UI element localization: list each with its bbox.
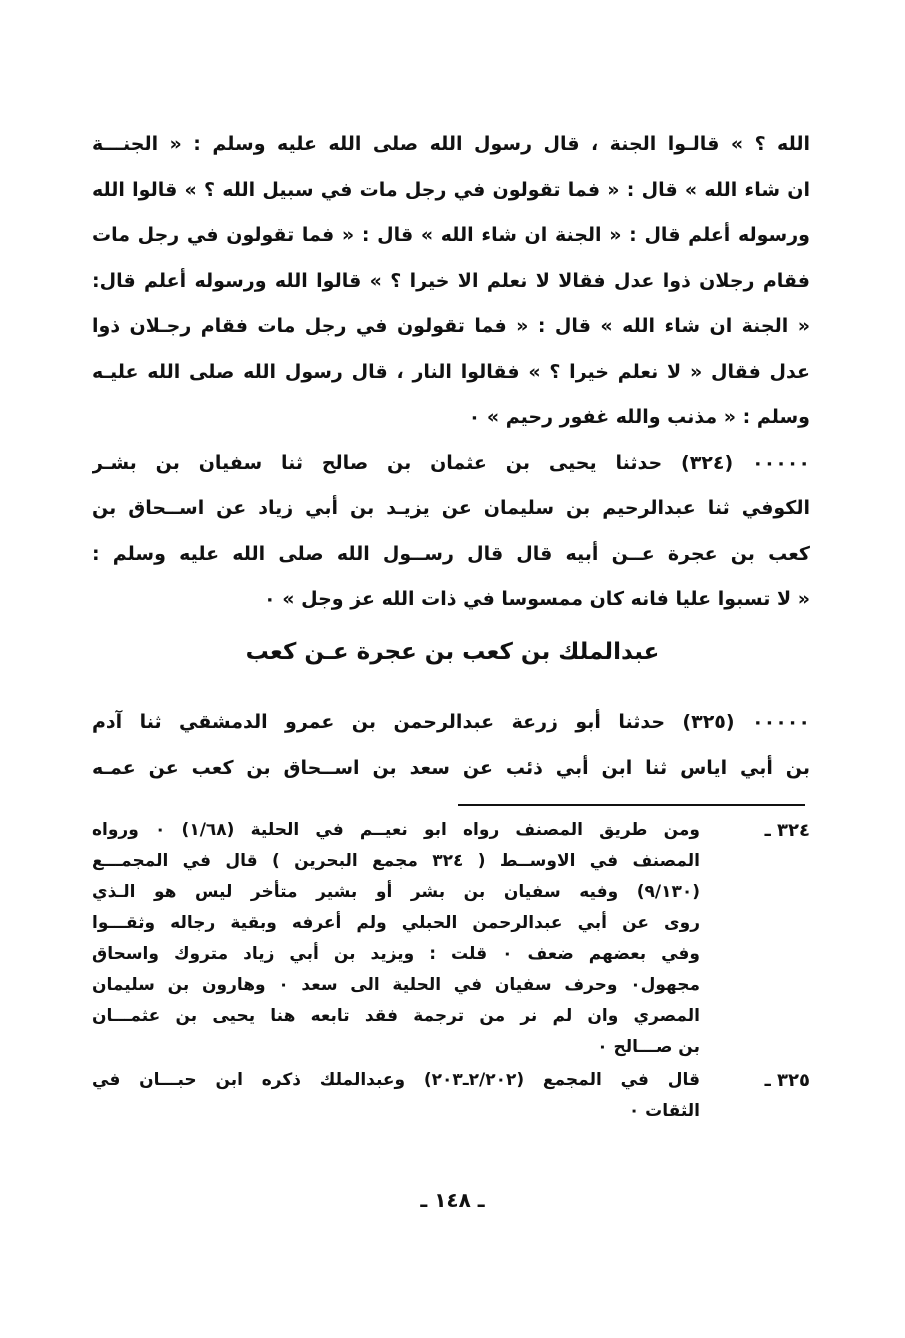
footnote-line: ومن طريق المصنف رواه ابو نعيــم في الحلية (١/٦٨) ٠ ورواه [92,820,700,840]
footnote-line: مجهول٠ وحرف سفيان في الحلية الى سعد ٠ وهارون بن سليمان [92,975,700,995]
main-text-block-2 [92,700,810,791]
text-line: الكوفي ثنا عبدالرحيم بن سليمان عن يزيـد بن أبي زياد عن اســحاق بن [92,497,810,519]
text-line: « الجنة ان شاء الله » قال : « فما تقولون في رجل مات فقام رجـلان ذوا [92,315,810,337]
hadith-325-line: ٠٠٠٠٠ (٣٢٥) حدثنا أبو زرعة عبدالرحمن بن عمرو الدمشقي ثنا آدم [92,711,810,733]
footnote-line: المصنف في الاوســط ( ٣٢٤ مجمع البحرين ) قال في المجمـــع [92,851,700,871]
footnote-line: بن صـــالح ٠ [597,1037,700,1057]
footnote-line: (٩/١٣٠) وفيه سفيان بن بشر أو بشير متأخر ليس هو الـذي [92,882,700,902]
footnote-325 [92,1065,810,1127]
footnote-number: ٣٢٥ ـ [764,1070,810,1091]
footnote-line: المصري وان لم نر من ترجمة فقد تابعه هنا يحيى بن عثمـــان [92,1006,700,1026]
text-line: فقام رجلان ذوا عدل فقالا لا نعلم الا خيرا ؟ » قالوا الله ورسوله أعلم قال: [92,269,810,292]
footnote-line: وفي بعضهم ضعف ٠ قلت : ويزيد بن أبي زياد متروك واسحاق [92,944,700,964]
text-line: ورسوله أعلم قال : « الجنة ان شاء الله » قال : « فما تقولون في رجل مات [92,224,810,246]
page-number: ـ ١٤٨ ـ [420,1188,485,1212]
text-line: كعب بن عجرة عــن أبيه قال قال رســول الله صلى الله عليه وسلم : [92,542,810,565]
text-line: عدل فقال « لا نعلم خيرا ؟ » فقالوا النار ، قال رسول الله صلى الله عليـه [92,360,810,383]
main-text-block [92,122,810,623]
text-line: ان شاء الله » قال : « فما تقولون في رجل مات في سبيل الله ؟ » قالوا الله [92,178,810,201]
footnote-number: ٣٢٤ ـ [764,820,810,841]
text-line: « لا تسبوا عليا فانه كان ممسوسا في ذات الله عز وجل » ٠ [264,588,810,610]
section-heading: عبدالملك بن كعب بن عجرة عـن كعب [245,639,660,665]
footnotes-block [92,815,810,1129]
footnote-line: الثقات ٠ [628,1101,700,1121]
text-line: بن أبي اياس ثنا ابن أبي ذئب عن سعد بن اســحاق بن كعب عن عمـه [92,756,810,779]
text-line: الله ؟ » قالـوا الجنة ، قال رسول الله صلى الله عليه وسلم : « الجنـــة [92,133,810,155]
footnote-line: روى عن أبي عبدالرحمن الحبلي ولم أعرفه وبقية رجاله وثقـــوا [92,913,700,933]
hadith-324-line: ٠٠٠٠٠ (٣٢٤) حدثنا يحيى بن عثمان بن صالح ثنا سفيان بن بشـر [92,451,810,474]
footnote-324 [92,815,810,1063]
footnote-divider [458,804,805,806]
footnote-line: قال في المجمع (٢/٢٠٢ـ٢٠٣) وعبدالملك ذكره ابن حبـــان في [92,1070,700,1090]
text-line: وسلم : « مذنب والله غفور رحيم » ٠ [468,406,810,428]
